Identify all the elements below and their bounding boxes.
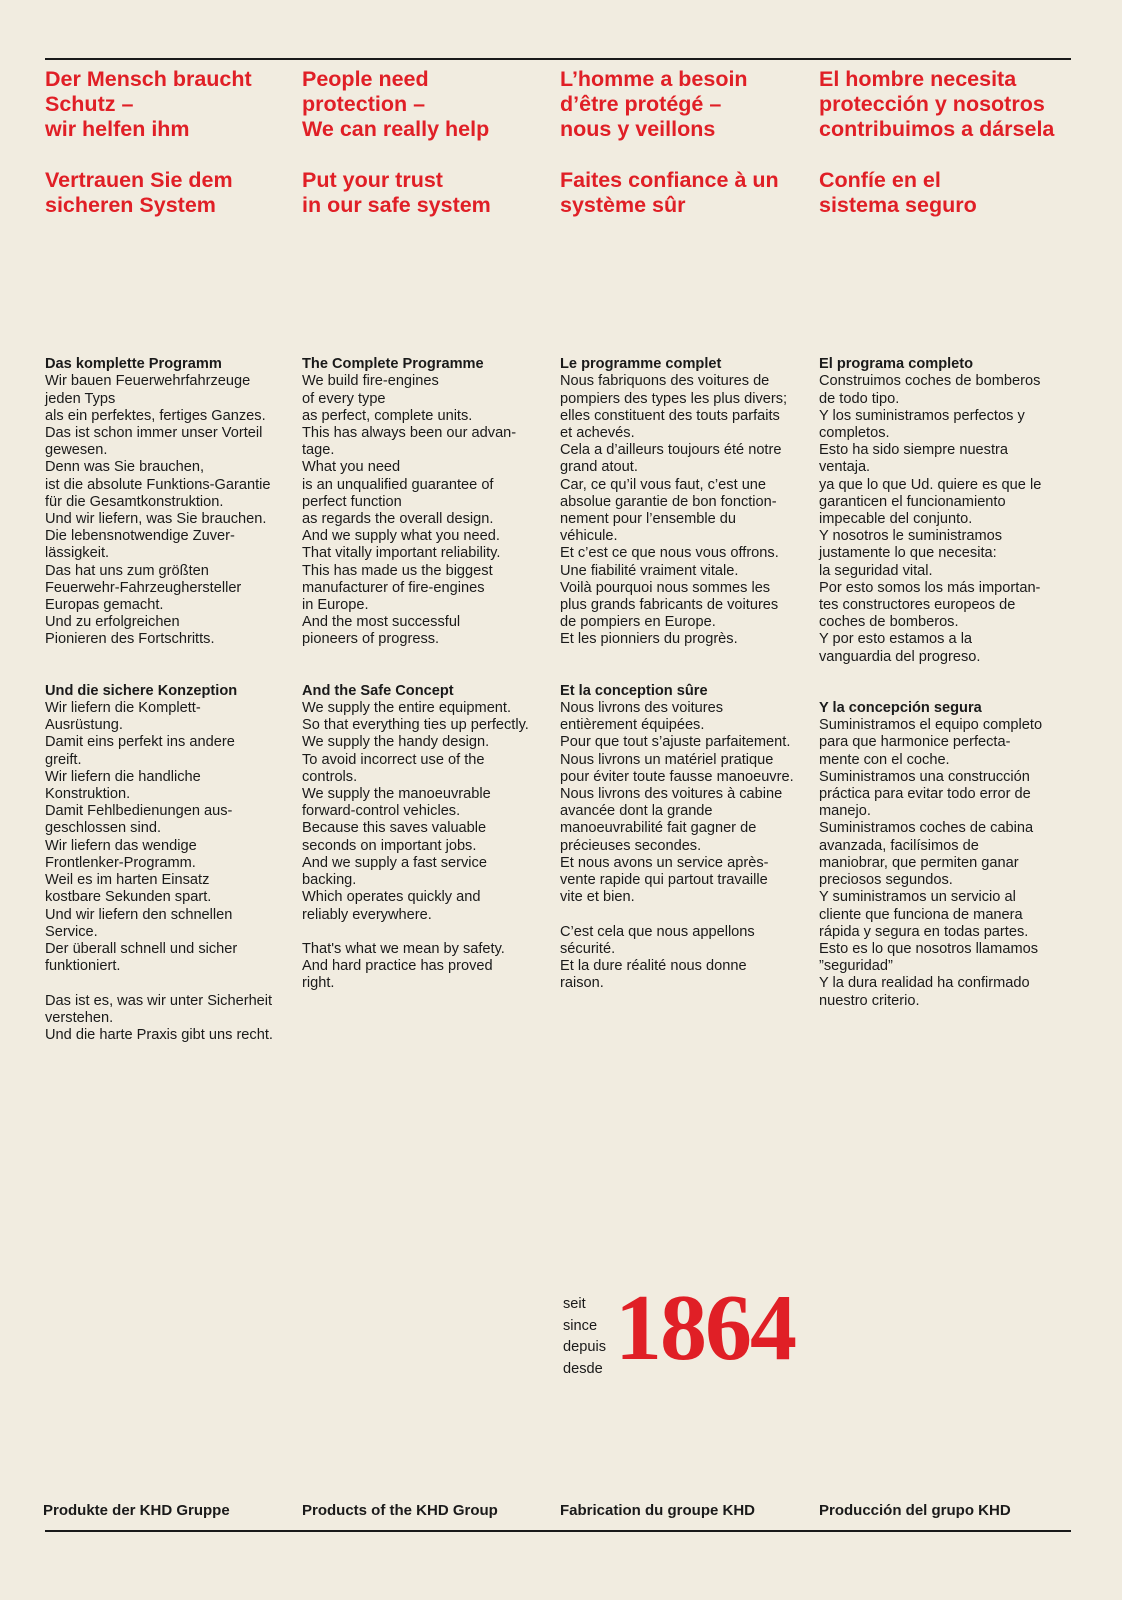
section-title: Y la concepción segura	[819, 700, 982, 717]
founding-year: 1864	[615, 1276, 795, 1380]
headline: People need protection – We can really help	[302, 67, 490, 141]
section-title: Et la conception sûre	[560, 682, 708, 699]
section-body: We build fire-engines of every type as perfect, complete units. This has always been our advan- tage. What you need is an unqualified guarantee of perfect function as regards the overall design. And we supply what you need. That vitally important reliability. This has made us the biggest manufacturer of fire-engines in Europe. And the most successful pioneers of progress.	[302, 373, 517, 648]
section-body: Wir bauen Feuerwehrfahrzeuge jeden Typs als ein perfektes, fertiges Ganzes. Das ist schon immer unser Vorteil gewesen. Denn was Sie brauchen, ist die absolute Funktions-Garantie für die Gesamtkonstruktion. Und wir liefern, was Sie brauchen. Die lebensnotwendige Zuver- lässigkeit. Das hat uns zum größten Feuerwehr-Fahrzeughersteller Europas gemacht. Und zu erfolgreichen Pionieren des Fortschritts.	[45, 373, 271, 648]
since-words: seit since depuis desde	[563, 1296, 607, 1377]
section-body: Nous fabriquons des voitures de pompiers des types les plus divers; elles constituent des touts parfaits et achevés. Cela a d’ailleurs toujours été notre grand atout. Car, ce qu’il vous faut, c’est une absolue garantie de bon fonction- nement pour l’ensemble du véhicule. Et c’est ce que nous vous offrons. Une fiabilité vraiment vitale. Voilà pourquoi nous sommes les plus grands fabricants de voitures de pompiers en Europe. Et les pionniers du progrès.	[560, 373, 788, 648]
headline: L’homme a besoin d’être protégé – nous y veillons	[560, 67, 748, 141]
footer-french: Fabrication du groupe KHD	[560, 1502, 755, 1519]
body-text	[560, 339, 820, 993]
section-title: Das komplette Programm	[45, 356, 222, 373]
footer-spanish: Producción del grupo KHD	[819, 1502, 1011, 1519]
body-text	[45, 339, 305, 1044]
section-title: And the Safe Concept	[302, 682, 454, 699]
section-body: Nous livrons des voitures entièrement équipées. Pour que tout s’ajuste parfaitement. Nous livrons un matériel pratique pour éviter toute fausse manoeuvre. Nous livrons des voitures à cabine avancée dont la grande manoeuvrabilité fait gagner de précieuses secondes. Et nous avons un service après- vente rapide qui partout travaille vite et bien. C’est cela que nous appellons sécurité. Et la dure réalité nous donne raison.	[560, 700, 794, 992]
bottom-rule	[45, 1530, 1071, 1532]
section-title: El programa completo	[819, 356, 974, 373]
subheadline: Confíe en el sistema seguro	[819, 168, 977, 217]
section-title: The Complete Programme	[302, 356, 484, 373]
section-title: Und die sichere Konzeption	[45, 682, 238, 699]
section-body: Wir liefern die Komplett- Ausrüstung. Damit eins perfekt ins andere greift. Wir liefern die handliche Konstruktion. Damit Fehlbedienungen aus- geschlossen sind. Wir liefern das wendige Frontlenker-Programm. Weil es im harten Einsatz kostbare Sekunden spart. Und wir liefern den schnellen Service. Der überall schnell und sicher funktioniert. Das ist es, was wir unter Sicherheit verstehen. Und die harte Praxis gibt uns recht.	[45, 700, 273, 1043]
section-body: Construimos coches de bomberos de todo tipo. Y los suministramos perfectos y completos. Esto ha sido siempre nuestra ventaja. ya que lo que Ud. quiere es que le garanticen el funcionamiento impecable del conjunto. Y nosotros le suministramos justamente lo que necesita: la seguridad vital. Por esto somos los más importan- tes constructores europeos de coches de bomberos. Y por esto estamos a la vanguardia del progreso.	[819, 373, 1042, 665]
footer-german: Produkte der KHD Gruppe	[43, 1502, 230, 1519]
headline: Der Mensch braucht Schutz – wir helfen ihm	[45, 67, 252, 141]
body-text	[819, 339, 1079, 1010]
subheadline: Faites confiance à un système sûr	[560, 168, 779, 217]
subheadline: Vertrauen Sie dem sicheren System	[45, 168, 233, 217]
subheadline: Put your trust in our safe system	[302, 168, 491, 217]
section-body: We supply the entire equipment. So that everything ties up perfectly. We supply the handy design. To avoid incorrect use of the controls. We supply the manoeuvrable forward-control vehicles. Because this saves valuable seconds on important jobs. And we supply a fast service backing. Which operates quickly and reliably everywhere. That's what we mean by safety. And hard practice has proved right.	[302, 700, 529, 992]
top-rule	[45, 58, 1071, 60]
section-body: Suministramos el equipo completo para que harmonice perfecta- mente con el coche. Suministramos una construcción práctica para evitar todo error de manejo. Suministramos coches de cabina avanzada, facilísimos de maniobrar, que permiten ganar preciosos segundos. Y suministramos un servicio al cliente que funciona de manera rápida y segura en todas partes. Esto es lo que nosotros llamamos ”seguridad” Y la dura realidad ha confirmado nuestro criterio.	[819, 717, 1043, 1009]
headline: El hombre necesita protección y nosotros contribuimos a dársela	[819, 67, 1055, 141]
body-text	[302, 339, 562, 993]
section-title: Le programme complet	[560, 356, 722, 373]
footer-english: Products of the KHD Group	[302, 1502, 498, 1519]
